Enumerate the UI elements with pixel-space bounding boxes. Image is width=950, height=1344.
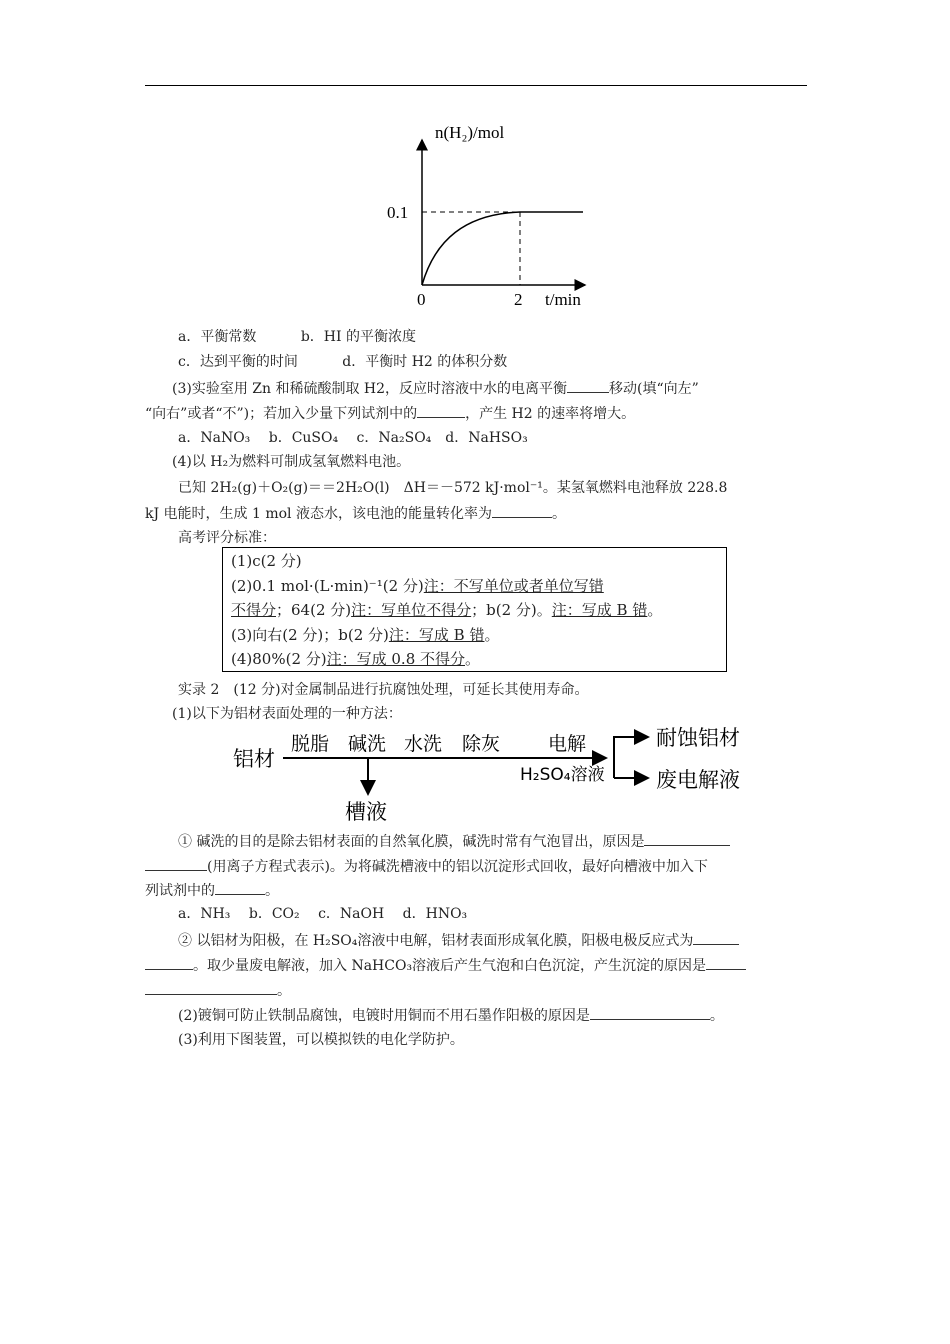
score-text: 。 xyxy=(484,626,500,644)
q4-line2-end: 。 xyxy=(551,506,566,522)
x-axis-label: t/min xyxy=(545,290,581,309)
y-tick-label: 0.1 xyxy=(387,203,409,222)
answer-blank[interactable] xyxy=(706,955,746,970)
flow-output-aluminum: 耐蚀铝材 xyxy=(656,726,740,750)
score-note: 注：写成 B 错 xyxy=(551,601,648,619)
option-d: d．平衡时 H2 的体积分数 xyxy=(342,354,508,370)
score-note: 注：写单位不得分 xyxy=(351,601,472,619)
q1-part1-text-b: (用离子方程式表示)。为将碱洗槽液中的铝以沉淀形式回收，最好向槽液中加入下 xyxy=(207,859,708,875)
score-text: ；64(2 分) xyxy=(276,601,352,619)
q3-text-b: 移动(填“向左” xyxy=(609,381,699,397)
case2-q1: (1)以下为铝材表面处理的一种方法： xyxy=(172,706,402,722)
q1-options: a．NH₃ b．CO₂ c．NaOH d．HNO₃ xyxy=(178,906,468,922)
answer-blank[interactable] xyxy=(215,880,265,895)
flow-step-water-wash: 水洗 xyxy=(404,733,443,755)
scoring-title: 高考评分标准： xyxy=(178,530,276,546)
q2-end: 。 xyxy=(709,1008,724,1024)
hydrogen-amount-graph xyxy=(375,110,615,310)
q1-part2-text: ② 以铝材为阳极，在 H₂SO₄溶液中电解，铝材表面形成氧化膜，阳极电极反应式为 xyxy=(178,933,694,949)
q1-part2-end: 。 xyxy=(277,983,291,999)
q1-part1-end: 。 xyxy=(265,883,279,899)
answer-blank[interactable] xyxy=(693,930,739,945)
q3-options: a．NaNO₃ b．CuSO₄ c．Na₂SO₄ d．NaHSO₃ xyxy=(178,430,528,446)
answer-blank[interactable] xyxy=(590,1005,710,1020)
q4-line2: kJ 电能时，生成 1 mol 液态水，该电池的能量转化率为 xyxy=(145,506,492,522)
answer-blank[interactable] xyxy=(644,831,730,846)
x-tick-label: 2 xyxy=(514,290,523,309)
flow-start: 铝材 xyxy=(233,747,275,771)
score-note: 不得分 xyxy=(231,601,277,619)
option-a: a．平衡常数 xyxy=(178,329,257,345)
q3-text-a: (3)实验室用 Zn 和稀硫酸制取 H2，反应时溶液中水的电离平衡 xyxy=(172,381,568,397)
answer-blank[interactable] xyxy=(145,955,193,970)
y-axis-label: n(H₂)/mol xyxy=(435,123,505,142)
q3-text-c: “向右”或者“不”)；若加入少量下列试剂中的 xyxy=(145,406,418,422)
score-line-2: (2)0.1 mol·(L·min)⁻¹(2 分) xyxy=(231,577,424,595)
score-line-4: (3)向右(2 分)；b(2 分) xyxy=(231,626,389,644)
q1-part2-text-b: 。取少量废电解液，加入 NaHCO₃溶液后产生气泡和白色沉淀，产生沉淀的原因是 xyxy=(193,958,707,974)
answer-blank[interactable] xyxy=(492,503,552,518)
score-text: 。 xyxy=(465,650,481,668)
origin-label: 0 xyxy=(417,290,426,309)
q2-text: (2)镀铜可防止铁制品腐蚀，电镀时用铜而不用石墨作阳极的原因是 xyxy=(178,1008,590,1024)
q4-line1: 已知 2H₂(g)＋O₂(g)＝＝2H₂O(l) ΔH＝－572 kJ·mol⁻¹。某氢氧燃料电池释放 228.8 xyxy=(178,480,728,496)
score-note: 注：不写单位或者单位写错 xyxy=(423,577,604,595)
answer-blank[interactable] xyxy=(145,856,207,871)
answer-blank[interactable] xyxy=(567,378,609,393)
process-flow-diagram xyxy=(228,722,768,827)
scoring-box xyxy=(222,547,727,672)
option-b: b．HI 的平衡浓度 xyxy=(300,329,416,345)
q3-text-d: ，产生 H2 的速率将增大。 xyxy=(465,406,636,422)
case2-header: 实录 2 (12 分)对金属制品进行抗腐蚀处理，可延长其使用寿命。 xyxy=(178,682,589,698)
flow-step-ash-removal: 除灰 xyxy=(462,733,501,755)
flow-bath-liquid: 槽液 xyxy=(345,800,387,824)
flow-step-alkali-wash: 碱洗 xyxy=(348,733,387,755)
flow-step-electrolysis: 电解 xyxy=(548,733,587,755)
q1-part1-text: ① 碱洗的目的是除去铝材表面的自然氧化膜，碱洗时常有气泡冒出，原因是 xyxy=(178,834,645,850)
q4-intro: (4)以 H₂为燃料可制成氢氧燃料电池。 xyxy=(172,454,411,470)
flow-step-degrease: 脱脂 xyxy=(291,733,330,755)
score-line-5: (4)80%(2 分) xyxy=(231,650,327,668)
score-text: ；b(2 分)。 xyxy=(471,601,552,619)
q3-text: (3)利用下图装置，可以模拟铁的电化学防护。 xyxy=(178,1032,464,1048)
score-text: 。 xyxy=(647,601,663,619)
score-line-1: (1)c(2 分) xyxy=(231,552,302,570)
score-note: 注：写成 B 错 xyxy=(388,626,485,644)
answer-blank[interactable] xyxy=(417,403,465,418)
data-curve xyxy=(422,212,583,285)
score-note: 注：写成 0.8 不得分 xyxy=(326,650,466,668)
flow-output-waste: 废电解液 xyxy=(656,768,740,792)
q1-part1-text-c: 列试剂中的 xyxy=(145,883,215,899)
answer-blank[interactable] xyxy=(145,980,277,995)
flow-electrolyte: H₂SO₄溶液 xyxy=(520,765,605,785)
header-rule xyxy=(145,85,807,86)
option-c: c．达到平衡的时间 xyxy=(178,354,298,370)
